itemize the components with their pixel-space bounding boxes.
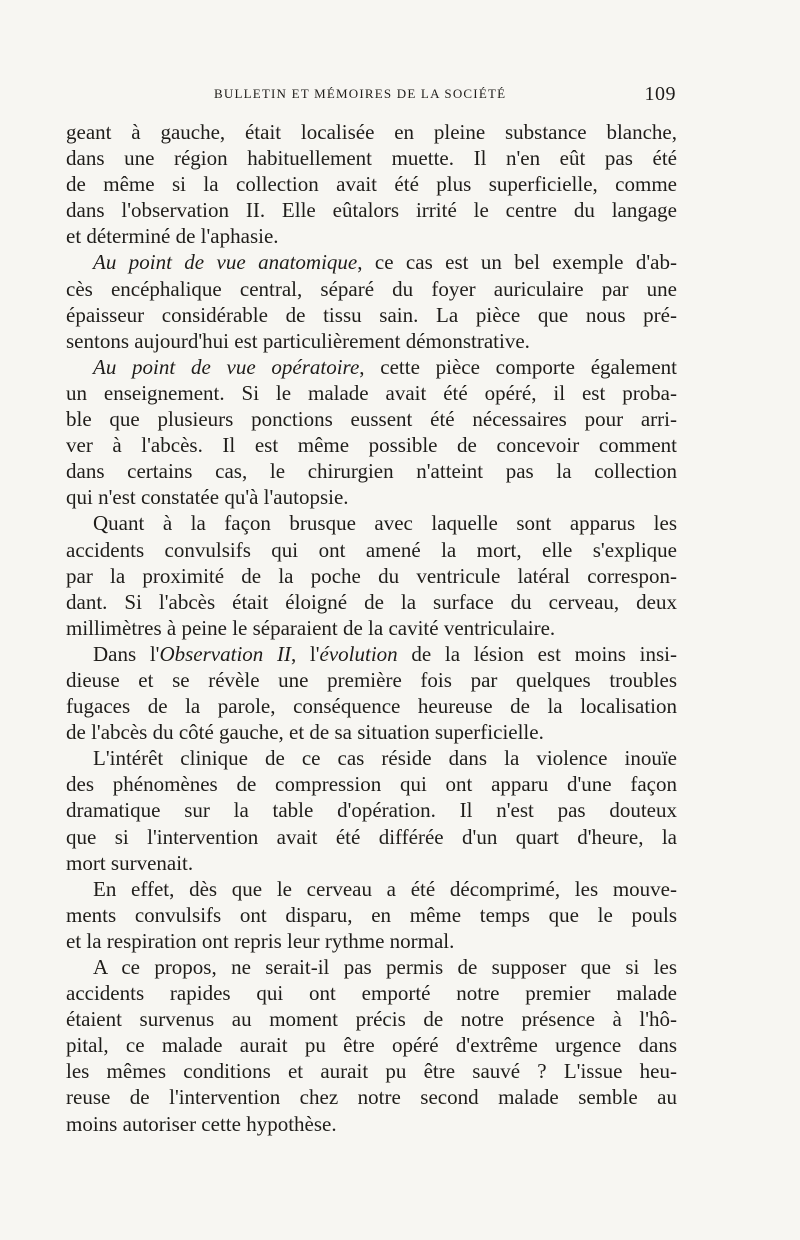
line-rest: , ce cas est un bel exemple d'ab- — [357, 250, 677, 275]
text-line: par la proximité de la poche du ventricule latéral correspon- — [66, 563, 677, 588]
text-line — [66, 249, 677, 275]
text-line: geant à gauche, était localisée en pleine substance blanche, — [66, 120, 677, 144]
text-line: des phénomènes de compression qui ont apparu d'une façon — [66, 772, 677, 797]
text-line: épaisseur considérable de tissu sain. La pièce que nous pré- — [66, 302, 677, 327]
text-line: reuse de l'intervention chez notre second malade semble au — [66, 1085, 677, 1110]
paragraph-8 — [66, 954, 677, 1137]
italic-lead: Au point de vue opératoire — [93, 354, 360, 379]
text-line: dramatique sur la table d'opération. Il n'est pas douteux — [66, 798, 677, 823]
text-line: L'intérêt clinique de ce cas réside dans la violence inouïe — [93, 746, 677, 771]
text-line: En effet, dès que le cerveau a été décomprimé, les mouve- — [93, 876, 677, 901]
paragraph-3 — [66, 354, 677, 511]
text-line: mort survenait. — [66, 850, 194, 875]
text-line: que si l'intervention avait été différée d'un quart d'heure, la — [66, 824, 677, 849]
running-title: BULLETIN ET MÉMOIRES DE LA SOCIÉTÉ — [214, 86, 507, 101]
text-line: cès encéphalique central, séparé du foyer auriculaire par une — [66, 276, 677, 301]
text-line: moins autoriser cette hypothèse. — [66, 1111, 337, 1136]
text-line: et déterminé de l'aphasie. — [66, 224, 279, 249]
text-line: ver à l'abcès. Il est même possible de concevoir comment — [66, 433, 677, 458]
text-line: pital, ce malade aurait pu être opéré d'extrême urgence dans — [66, 1033, 677, 1058]
text-line: A ce propos, ne serait-il pas permis de supposer que si les — [93, 955, 677, 979]
paragraph-6 — [66, 745, 677, 875]
text-line: étaient survenus au moment précis de notre présence à l'hô- — [66, 1007, 677, 1032]
italic-term: évolution — [319, 641, 398, 666]
running-header — [66, 83, 676, 106]
text-line: qui n'est constatée qu'à l'autopsie. — [66, 485, 349, 510]
page-number: 109 — [644, 83, 676, 105]
line-middle: , l' — [290, 641, 320, 666]
text-line: de l'abcès du côté gauche, et de sa situation superficielle. — [66, 720, 544, 745]
body-text — [66, 119, 677, 1149]
text-line: dant. Si l'abcès était éloigné de la surface du cerveau, deux — [66, 589, 677, 614]
text-line: dieuse et se révèle une première fois par quelques troubles — [66, 667, 677, 692]
text-line: ments convulsifs ont disparu, en même temps que le pouls — [66, 902, 677, 927]
line-rest: de la lésion est moins insi- — [397, 641, 677, 666]
paragraph-7 — [66, 876, 677, 954]
text-line: dans une région habituellement muette. Il n'en eût pas été — [66, 146, 677, 171]
text-line — [66, 641, 677, 667]
paragraph-5 — [66, 641, 677, 745]
paragraph-4 — [66, 510, 677, 640]
text-line: fugaces de la parole, conséquence heureuse de la localisation — [66, 694, 677, 719]
text-line: accidents convulsifs qui ont amené la mort, elle s'explique — [66, 537, 677, 562]
text-line: sentons aujourd'hui est particulièrement démonstrative. — [66, 328, 530, 353]
text-line: et la respiration ont repris leur rythme normal. — [66, 928, 455, 953]
text-line: dans certains cas, le chirurgien n'atteint pas la collection — [66, 459, 677, 484]
text-line: de même si la collection avait été plus superficielle, comme — [66, 172, 677, 197]
text-line: un enseignement. Si le malade avait été opéré, il est proba- — [66, 380, 677, 405]
text-line: les mêmes conditions et aurait pu être sauvé ? L'issue heu- — [66, 1059, 677, 1084]
text-line: Quant à la façon brusque avec laquelle sont apparus les — [93, 511, 677, 536]
text-line: accidents rapides qui ont emporté notre premier malade — [66, 981, 677, 1006]
line-prefix: Dans l' — [93, 641, 160, 666]
line-rest: , cette pièce comporte également — [359, 354, 677, 379]
text-line: dans l'observation II. Elle eûtalors irrité le centre du langage — [66, 198, 677, 223]
italic-reference: Observation II — [159, 641, 291, 666]
paragraph-1 — [66, 119, 677, 249]
text-line: millimètres à peine le séparaient de la cavité ventriculaire. — [66, 615, 556, 640]
paragraph-2 — [66, 249, 677, 353]
italic-lead: Au point de vue anatomique — [93, 250, 358, 275]
text-line: ble que plusieurs ponctions eussent été nécessaires pour arri- — [66, 407, 677, 432]
text-line — [66, 354, 677, 380]
